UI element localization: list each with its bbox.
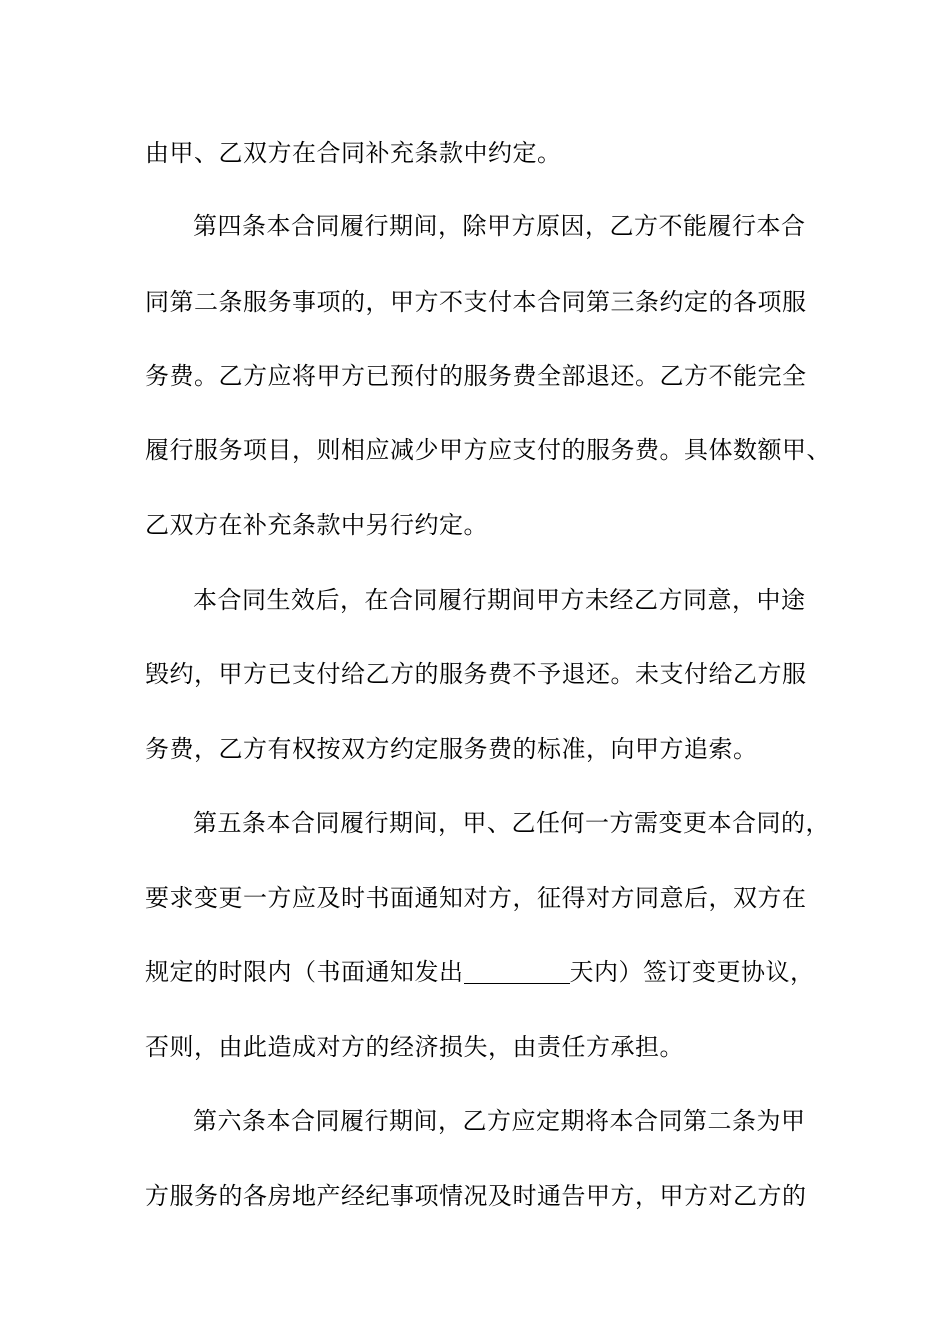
text-line: 毁约，甲方已支付给乙方的服务费不予退还。未支付给乙方服	[145, 660, 807, 688]
text-line: 否则，由此造成对方的经济损失，由责任方承担。	[145, 1033, 684, 1061]
text-line-with-blank	[145, 952, 815, 992]
text-after-blank: 天内）签订变更协议，	[569, 958, 815, 986]
text-line: 履行服务项目，则相应减少甲方应支付的服务费。具体数额甲、	[145, 436, 831, 464]
clause-6-start: 第六条本合同履行期间，乙方应定期将本合同第二条为甲	[193, 1107, 806, 1135]
text-line: 同第二条服务事项的，甲方不支付本合同第三条约定的各项服	[145, 288, 807, 316]
text-line: 乙双方在补充条款中另行约定。	[145, 511, 488, 539]
clause-4-start: 第四条本合同履行期间，除甲方原因，乙方不能履行本合	[193, 212, 806, 240]
text-line: 由甲、乙双方在合同补充条款中约定。	[145, 139, 562, 167]
clause-5-start: 第五条本合同履行期间，甲、乙任何一方需变更本合同的，	[193, 809, 830, 837]
text-line: 务费。乙方应将甲方已预付的服务费全部退还。乙方不能完全	[145, 362, 807, 390]
fill-in-blank[interactable]	[464, 957, 570, 984]
text-line: 要求变更一方应及时书面通知对方，征得对方同意后，双方在	[145, 884, 807, 912]
text-line: 方服务的各房地产经纪事项情况及时通告甲方，甲方对乙方的	[145, 1182, 807, 1210]
text-line: 务费，乙方有权按双方约定服务费的标准，向甲方追索。	[145, 735, 758, 763]
paragraph-start: 本合同生效后，在合同履行期间甲方未经乙方同意，中途	[193, 586, 806, 614]
text-before-blank: 规定的时限内（书面通知发出	[145, 958, 464, 986]
